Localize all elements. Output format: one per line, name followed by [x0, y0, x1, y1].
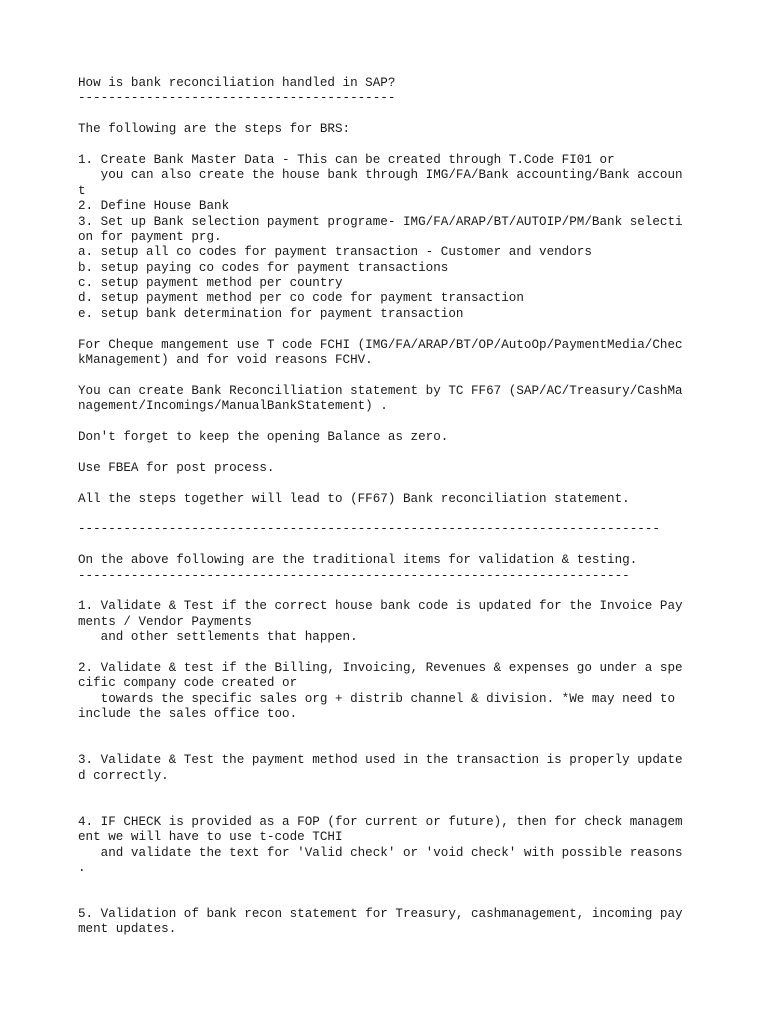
- text-line: towards the specific sales org + distrib channel & division. *We may need to: [78, 691, 676, 706]
- text-line: c. setup payment method per country: [78, 276, 343, 291]
- text-line: 1. Create Bank Master Data - This can be created through T.Code FI01 or: [78, 152, 615, 167]
- text-line: ment updates.: [78, 922, 177, 937]
- text-line: [78, 445, 768, 460]
- text-line: 3. Set up Bank selection payment programe- IMG/FA/ARAP/BT/AUTOIP/PM/Bank selecti: [78, 214, 683, 229]
- text-line: Use FBEA for post process.: [78, 460, 275, 475]
- text-line: [78, 368, 768, 383]
- text-line: [78, 507, 768, 522]
- text-line: -----------------------------------------------------------------------------: [78, 522, 660, 537]
- text-line: 1. Validate & Test if the correct house bank code is updated for the Invoice Pay: [78, 599, 683, 614]
- text-line: and other settlements that happen.: [78, 630, 358, 645]
- text-line: [78, 876, 768, 891]
- text-line: For Cheque mangement use T code FCHI (IMG/FA/ARAP/BT/OP/AutoOp/PaymentMedia/Chec: [78, 337, 683, 352]
- text-line: d. setup payment method per co code for payment transaction: [78, 291, 524, 306]
- text-line: The following are the steps for BRS:: [78, 122, 351, 137]
- text-line: You can create Bank Reconcilliation statement by TC FF67 (SAP/AC/Treasury/CashMa: [78, 383, 683, 398]
- text-line: All the steps together will lead to (FF67) Bank reconciliation statement.: [78, 491, 630, 506]
- text-line: [78, 645, 768, 660]
- text-line: 2. Define House Bank: [78, 199, 230, 214]
- text-line: [78, 322, 768, 337]
- text-line: a. setup all co codes for payment transaction - Customer and vendors: [78, 245, 592, 260]
- text-line: [78, 584, 768, 599]
- text-line: [78, 107, 768, 122]
- text-line: e. setup bank determination for payment transaction: [78, 306, 464, 321]
- document-page: [78, 76, 768, 938]
- text-line: [78, 476, 768, 491]
- text-line: 5. Validation of bank recon statement for Treasury, cashmanagement, incoming pay: [78, 907, 683, 922]
- text-line: 3. Validate & Test the payment method used in the transaction is properly update: [78, 753, 683, 768]
- text-line: ent we will have to use t-code TCHI: [78, 830, 343, 845]
- text-line: 4. IF CHECK is provided as a FOP (for current or future), then for check managem: [78, 814, 683, 829]
- text-line: [78, 415, 768, 430]
- text-line: on for payment prg.: [78, 229, 222, 244]
- text-line: you can also create the house bank through IMG/FA/Bank accounting/Bank accoun: [78, 168, 683, 183]
- text-line: 2. Validate & test if the Billing, Invoicing, Revenues & expenses go under a spe: [78, 660, 683, 675]
- text-line: [78, 738, 768, 753]
- text-line: [78, 799, 768, 814]
- text-line: ------------------------------------------: [78, 91, 396, 106]
- text-line: [78, 784, 768, 799]
- text-line: include the sales office too.: [78, 707, 298, 722]
- text-line: and validate the text for 'Valid check' or 'void check' with possible reasons: [78, 845, 683, 860]
- text-line: ments / Vendor Payments: [78, 614, 252, 629]
- text-line: [78, 892, 768, 907]
- text-line: Don't forget to keep the opening Balance as zero.: [78, 429, 449, 444]
- text-line: d correctly.: [78, 768, 169, 783]
- text-line: [78, 138, 768, 153]
- text-line: How is bank reconciliation handled in SAP?: [78, 76, 396, 90]
- text-line: nagement/Incomings/ManualBankStatement) .: [78, 399, 388, 414]
- text-line: .: [78, 860, 86, 875]
- text-line: b. setup paying co codes for payment transactions: [78, 260, 449, 275]
- text-line: -------------------------------------------------------------------------: [78, 568, 630, 583]
- text-line: [78, 722, 768, 737]
- text-line: On the above following are the traditional items for validation & testing.: [78, 553, 638, 568]
- text-line: [78, 538, 768, 553]
- text-line: kManagement) and for void reasons FCHV.: [78, 353, 373, 368]
- text-line: t: [78, 183, 86, 198]
- text-line: cific company code created or: [78, 676, 298, 691]
